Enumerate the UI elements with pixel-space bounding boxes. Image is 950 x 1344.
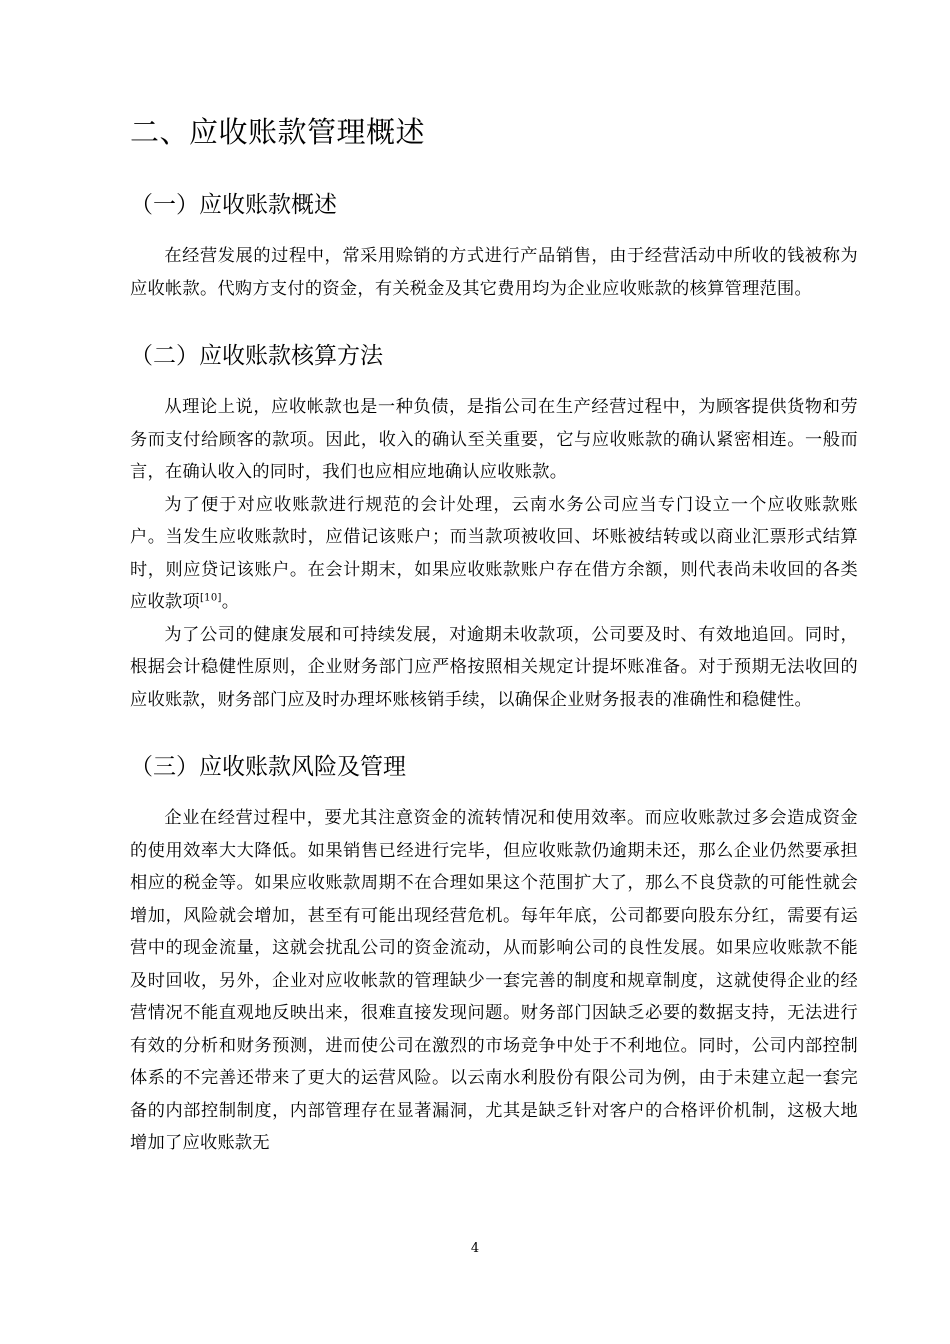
section-heading: （二）应收账款核算方法 bbox=[130, 343, 383, 369]
section-heading: （一）应收账款概述 bbox=[130, 192, 337, 218]
paragraph-with-citation bbox=[130, 489, 858, 619]
section-heading: （三）应收账款风险及管理 bbox=[130, 754, 406, 780]
section-accounting-method bbox=[130, 339, 858, 716]
citation-reference[interactable]: [10] bbox=[199, 592, 222, 604]
paragraph: 从理论上说，应收帐款也是一种负债，是指公司在生产经营过程中，为顾客提供货物和劳务而支付给顾客的款项。因此，收入的确认至关重要，它与应收账款的确认紧密相连。一般而言，在确认收入的同时，我们也应相应地确认应收账款。 bbox=[130, 397, 858, 482]
page-body bbox=[130, 112, 858, 1194]
chapter-title: 二、应收账款管理概述 bbox=[130, 115, 426, 149]
paragraph-end-punctuation: 。 bbox=[221, 592, 240, 612]
paragraph: 为了公司的健康发展和可持续发展，对逾期未收款项，公司要及时、有效地追回。同时，根据会计稳健性原则，企业财务部门应严格按照相关规定计提坏账准备。对于预期无法收回的应收账款，财务部门应及时办理坏账核销手续，以确保企业财务报表的准确性和稳健性。 bbox=[130, 624, 858, 710]
paragraph: 企业在经营过程中，要尤其注意资金的流转情况和使用效率。而应收账款过多会造成资金的使用效率大大降低。如果销售已经进行完毕，但应收账款仍逾期未还，那么企业仍然要承担相应的税金等。如果应收账款周期不在合理如果这个范围扩大了，那么不良贷款的可能性就会增加，风险就会增加，甚至有可能出现经营危机。每年年底，公司都要向股东分红，需要有运营中的现金流量，这就会扰乱公司的资金流动，从而影响公司的良性发展。如果应收账款不能及时回收，另外，企业对应收帐款的管理缺少一套完善的制度和规章制度，这就使得企业的经营情况不能直观地反映出来，很难直接发现问题。财务部门因缺乏必要的数据支持，无法进行有效的分析和财务预测，进而使公司在激烈的市场竞争中处于不利地位。同时，公司内部控制体系的不完善还带来了更大的运营风险。以云南水利股份有限公司为例，由于未建立起一套完备的内部控制制度，内部管理存在显著漏洞，尤其是缺乏针对客户的合格评价机制，这极大地增加了应收账款无 bbox=[130, 808, 858, 1153]
section-overview bbox=[130, 188, 858, 305]
section-risk-management bbox=[130, 750, 858, 1160]
page-number: 4 bbox=[470, 1241, 480, 1256]
paragraph: 在经营发展的过程中，常采用赊销的方式进行产品销售，由于经营活动中所收的钱被称为应收帐款。代购方支付的资金，有关税金及其它费用均为企业应收账款的核算管理范围。 bbox=[130, 246, 858, 299]
paragraph-text: 为了便于对应收账款进行规范的会计处理，云南水务公司应当专门设立一个应收账款账户。当发生应收账款时，应借记该账户；而当款项被收回、坏账被结转或以商业汇票形式结算时，则应贷记该账户。在会计期末，如果应收账款账户存在借方余额，则代表尚未收回的各类应收款项 bbox=[130, 494, 858, 612]
